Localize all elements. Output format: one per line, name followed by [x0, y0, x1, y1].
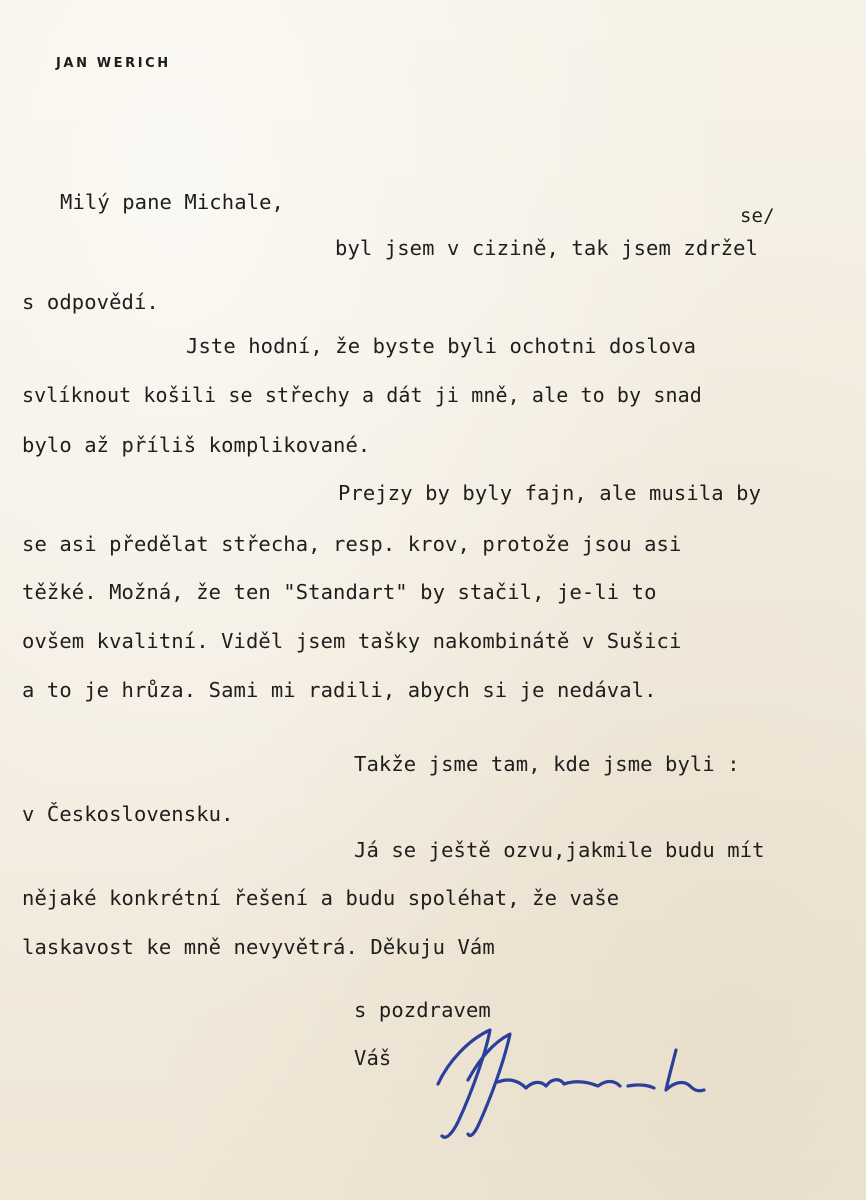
- text-line: laskavost ke mně nevyvětrá. Děkuju Vám: [22, 935, 495, 959]
- text-line: Prejzy by byly fajn, ale musila by: [338, 481, 762, 505]
- text-line: bylo až příliš komplikované.: [22, 433, 371, 457]
- signature-strokes: [438, 1030, 704, 1137]
- text-line: Jste hodní, že byste byli ochotni doslova: [186, 334, 697, 358]
- text-line: a to je hrůza. Sami mi radili, abych si je nedával.: [22, 678, 657, 702]
- closing: s pozdravem: [354, 998, 491, 1022]
- text-line: byl jsem v cizině, tak jsem zdržel: [335, 236, 759, 260]
- handwritten-insertion: se/: [740, 205, 775, 227]
- closing-possessive: Váš: [354, 1046, 392, 1070]
- text-line: s odpovědí.: [22, 290, 159, 314]
- text-line: těžké. Možná, že ten "Standart" by stačil, je-li to: [22, 580, 657, 604]
- handwritten-signature: [428, 1022, 718, 1152]
- salutation: Milý pane Michale,: [60, 190, 284, 214]
- text-line: v Československu.: [22, 802, 234, 826]
- text-line: nějaké konkrétní řešení a budu spoléhat, že vaše: [22, 886, 620, 910]
- text-line: se asi předělat střecha, resp. krov, protože jsou asi: [22, 532, 682, 556]
- text-line: svlíknout košili se střechy a dát ji mně, ale to by snad: [22, 383, 702, 407]
- text-line: ovšem kvalitní. Viděl jsem tašky nakombinátě v Sušici: [22, 629, 682, 653]
- text-line: Já se ještě ozvu,jakmile budu mít: [354, 838, 765, 862]
- text-line: Takže jsme tam, kde jsme byli :: [354, 752, 740, 776]
- letterhead: JAN WERICH: [56, 56, 171, 71]
